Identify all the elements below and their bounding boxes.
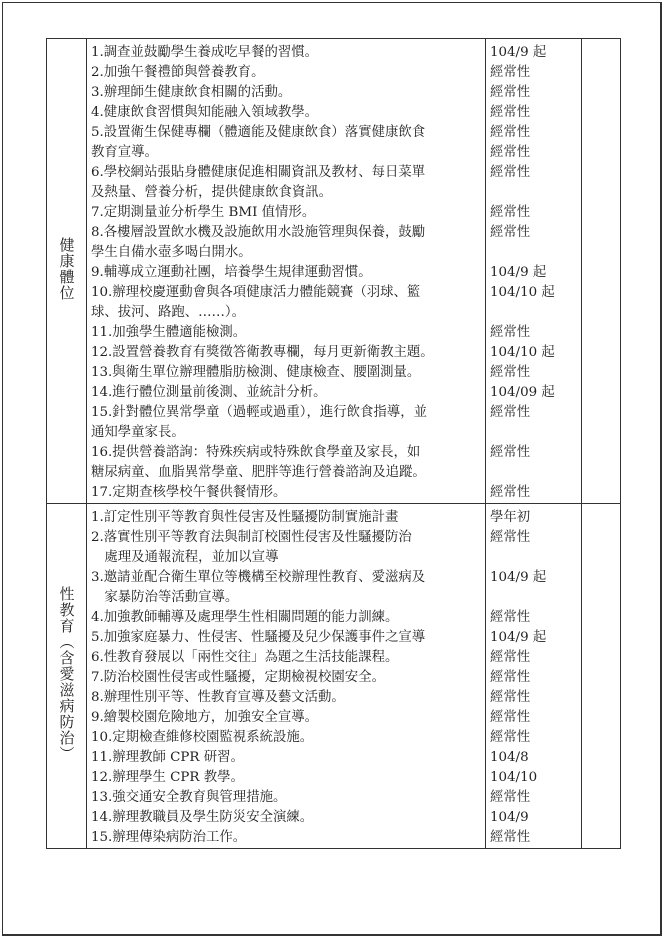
item-text-line: 7.防治校園性侵害或性騷擾，定期檢視校園安全。: [91, 670, 385, 685]
note-cell: [582, 504, 621, 849]
schedule-text: 經常性: [490, 325, 531, 340]
schedule-text: 經常性: [490, 690, 531, 705]
item-text-line: 12.辦理學生 CPR 教學。: [91, 770, 244, 785]
schedule-text: [490, 463, 579, 483]
schedule-text: 104/9 起: [490, 45, 547, 60]
item-text-line: 12.設置營養教育有獎徵答衛教專欄，每月更新衛教主題。: [91, 345, 434, 360]
schedule-text: 經常性: [490, 730, 531, 745]
items-cell: [87, 39, 486, 504]
schedule-text: 104/9 起: [490, 265, 547, 280]
schedule-text: 經常性: [490, 205, 531, 220]
schedule-text: [490, 243, 579, 263]
schedule-text: 經常性: [490, 710, 531, 725]
item-text-line: 3.辦理師生健康飲食相關的活動。: [91, 85, 292, 100]
item-text-line: 15.辦理傳染病防治工作。: [91, 830, 247, 845]
item-text-line: 4.加強教師輔導及處理學生性相關問題的能力訓練。: [91, 610, 399, 625]
schedule-text: 經常性: [490, 365, 531, 380]
item-text-line: 13.與衛生單位辦理體脂肪檢測、健康檢查、腰圍測量。: [91, 365, 421, 380]
item-text-line: 3.邀請並配合衛生單位等機構至校辦理性教育、愛滋病及: [91, 570, 426, 585]
item-text-line: 糖尿病童、血脂異常學童、肥胖等進行營養諮詢及追蹤。: [91, 465, 426, 480]
item-text-line: 15.針對體位異常學童（過輕或過重），進行飲食指導，並: [91, 405, 427, 420]
note-cell: [582, 39, 621, 504]
section-row: [47, 504, 621, 849]
time-cell: [486, 504, 582, 849]
item-text-line: 2.加強午餐禮節與營養教育。: [91, 65, 265, 80]
schedule-text: 經常性: [490, 650, 531, 665]
section-row: [47, 39, 621, 504]
category-label: 健康體位: [57, 237, 76, 301]
item-text-line: 及熱量、營養分析，提供健康飲食資訊。: [91, 185, 333, 200]
item-text-line: 5.設置衛生保健專欄（體適能及健康飲食）落實健康飲食: [91, 125, 426, 140]
time-cell: [486, 39, 582, 504]
item-text-line: 1.調查並鼓勵學生養成吃早餐的習慣。: [91, 45, 319, 60]
schedule-text: 經常性: [490, 405, 531, 420]
schedule-text: 經常性: [490, 670, 531, 685]
schedule-text: 經常性: [490, 445, 531, 460]
schedule-text: 經常性: [490, 485, 531, 500]
schedule-text: 經常性: [490, 105, 531, 120]
schedule-text: 經常性: [490, 145, 531, 160]
item-text-line: 9.繪製校園危險地方，加強安全宣導。: [91, 710, 319, 725]
item-text-line: 7.定期測量並分析學生 BMI 值情形。: [91, 205, 316, 220]
schedule-text: 經常性: [490, 165, 531, 180]
schedule-text: 104/9 起: [490, 570, 547, 585]
item-text-line: 6.性教育發展以「兩性交往」為題之生活技能課程。: [91, 650, 399, 665]
schedule-text: [490, 588, 579, 608]
schedule-text: [490, 548, 579, 568]
item-text-line: 教育宣導。: [91, 145, 158, 160]
category-cell: [47, 504, 87, 849]
item-text-line: 家暴防治等活動宣導。: [91, 590, 239, 605]
schedule-text: 經常性: [490, 610, 531, 625]
item-text-line: 16.提供營養諮詢：特殊疾病或特殊飲食學童及家長，如: [91, 445, 421, 460]
schedule-text: 104/09 起: [490, 385, 555, 400]
item-text-line: 17.定期查核學校午餐供餐情形。: [91, 485, 287, 500]
item-text-line: 1.訂定性別平等教育與性侵害及性騷擾防制實施計畫: [91, 510, 399, 525]
item-text-line: 9.輔導成立運動社團，培養學生規律運動習慣。: [91, 265, 372, 280]
schedule-text: 104/10: [490, 770, 538, 785]
schedule-text: 經常性: [490, 65, 531, 80]
schedule-text: 經常性: [490, 125, 531, 140]
schedule-text: 經常性: [490, 830, 531, 845]
items-cell: [87, 504, 486, 849]
item-text-line: 11.辦理教師 CPR 研習。: [91, 750, 244, 765]
item-text-line: 8.各樓層設置飲水機及設施飲用水設施管理與保養，鼓勵: [91, 225, 426, 240]
schedule-text: 經常性: [490, 225, 531, 240]
item-text-line: 8.辦理性別平等、性教育宣導及藝文活動。: [91, 690, 345, 705]
item-text-line: 5.加強家庭暴力、性侵害、性騷擾及兒少保護事件之宣導: [91, 630, 426, 645]
item-text-line: 4.健康飲食習慣與知能融入領域教學。: [91, 105, 319, 120]
schedule-text: 104/8: [490, 750, 529, 765]
schedule-text: 104/10 起: [490, 345, 555, 360]
item-text-line: 10.定期檢查維修校園監視系統設施。: [91, 730, 314, 745]
item-text-line: 學生自備水壺多喝白開水。: [91, 245, 252, 260]
plan-table: [46, 38, 621, 849]
item-text-line: 14.辦理教職員及學生防災安全演練。: [91, 810, 314, 825]
category-cell: [47, 39, 87, 504]
item-text-line: 處理及通報流程，並加以宣導: [91, 550, 279, 565]
schedule-text: 104/10 起: [490, 285, 555, 300]
category-label: 性教育（含愛滋病防治）: [57, 586, 76, 762]
schedule-text: 經常性: [490, 530, 531, 545]
item-text-line: 通知學童家長。: [91, 425, 185, 440]
schedule-text: [490, 303, 579, 323]
schedule-text: [490, 423, 579, 443]
item-text-line: 10.辦理校慶運動會與各項健康活力體能競賽（羽球、籃: [91, 285, 421, 300]
schedule-text: 經常性: [490, 790, 531, 805]
schedule-text: [490, 183, 579, 203]
item-text-line: 6.學校網站張貼身體健康促進相關資訊及教材、每日菜單: [91, 165, 426, 180]
item-text-line: 球、拔河、路跑、……）。: [91, 305, 245, 320]
item-text-line: 11.加強學生體適能檢測。: [91, 325, 247, 340]
schedule-text: 104/9 起: [490, 630, 547, 645]
schedule-text: 經常性: [490, 85, 531, 100]
schedule-text: 學年初: [490, 510, 531, 525]
item-text-line: 14.進行體位測量前後測、並統計分析。: [91, 385, 327, 400]
schedule-text: 104/9: [490, 810, 529, 825]
item-text-line: 13.強交通安全教育與管理措施。: [91, 790, 287, 805]
item-text-line: 2.落實性別平等教育法與制訂校園性侵害及性騷擾防治: [91, 530, 412, 545]
